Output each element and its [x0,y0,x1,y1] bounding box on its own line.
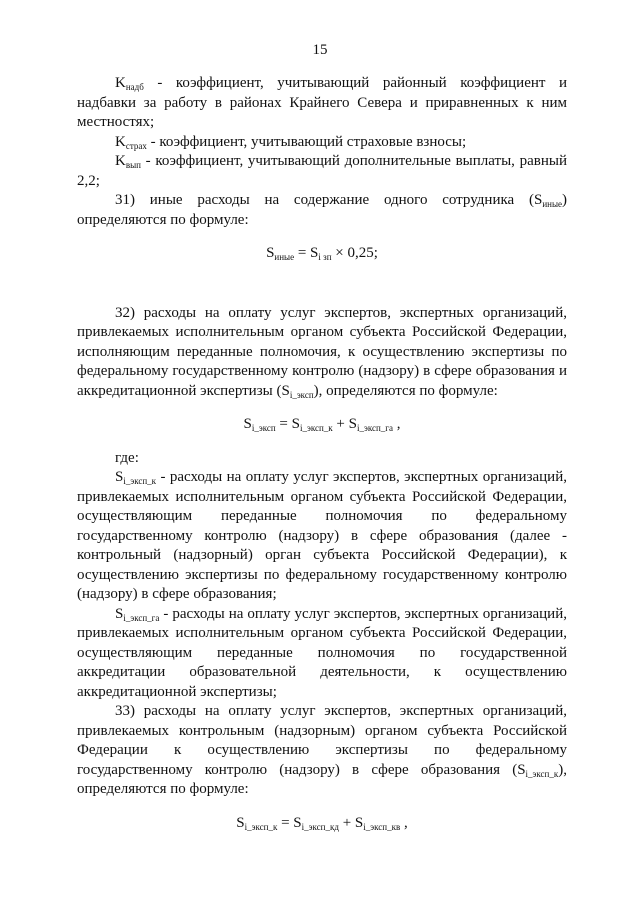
paragraph-k-strah: $K_{страх}$ - коэффициент, учитывающий страховые взносы; [115,133,467,151]
paragraph-s-eksp-k: $S_{i\_эксп\_к}$ - расходы на оплату услуг экспертов, экспертных организаций, привлекаемых исполнительным органом субъекта Российской Федерации, осуществляющим переданные полномочия по федеральному государственному контролю (надзору) в сфере образования (далее - контрольный (надзорный) орган субъекта Российской Федерации), к осуществлению экспертизы по федеральному государственному контролю (надзору) в сфере образования; [77,469,567,602]
paragraph-33: 33) расходы на оплату услуг экспертов, экспертных организаций, привлекаемых контрольным (надзорным) органом субъекта Российской Федерации к осуществлению экспертизы по федеральному государственному контролю (надзору) в сфере образования $(S_{i\_эксп\_к})$, определяются по формуле: [77,703,567,797]
paragraph-31: 31) иные расходы на содержание одного сотрудника $(S_{иные})$ определяются по формуле: [77,192,567,228]
spacer [77,278,567,304]
formula-s-eksp: $S_{i\_эксп} = S_{i\_эксп\_к} + S_{i\_эксп\_га}$ , [243,416,401,433]
paragraph-k-nadb: $K_{надб}$ - коэффициент, учитывающий районный коэффициент и надбавки за работу в районах Крайнего Севера и приравненных к ним местностях; [77,75,567,130]
where-label: где: [115,449,139,466]
document-body [77,74,567,847]
formula-s-eksp-k: $S_{i\_эксп\_к} = S_{i\_эксп\_кд} + S_{i\_эксп\_кв}$ , [236,814,408,832]
paragraph-s-eksp-ga: $S_{i\_эксп\_га}$ - расходы на оплату услуг экспертов, экспертных организаций, привлекаемых исполнительным органом субъекта Российской Федерации, осуществляющим переданные полномочия по государственной аккредитации образовательной деятельности, к осуществлению аккредитационной экспертизы; [77,605,567,700]
formula-s-inye: $S_{иные} = S_{i зп} \times 0,25$; [266,245,378,262]
paragraph-32: 32) расходы на оплату услуг экспертов, экспертных организаций, привлекаемых исполнительным органом субъекта Российской Федерации, исполняющим переданные полномочия, к осуществлению экспертизы по федеральному государственному контролю (надзору) в сфере образования и аккредитационной экспертизы $(S_{i\_эксп})$, определяются по формуле: [77,304,567,400]
paragraph-k-vyp: $K_{вып}$ - коэффициент, учитывающий дополнительные выплаты, равный 2,2; [77,153,567,189]
page-number: 15 [312,42,328,58]
